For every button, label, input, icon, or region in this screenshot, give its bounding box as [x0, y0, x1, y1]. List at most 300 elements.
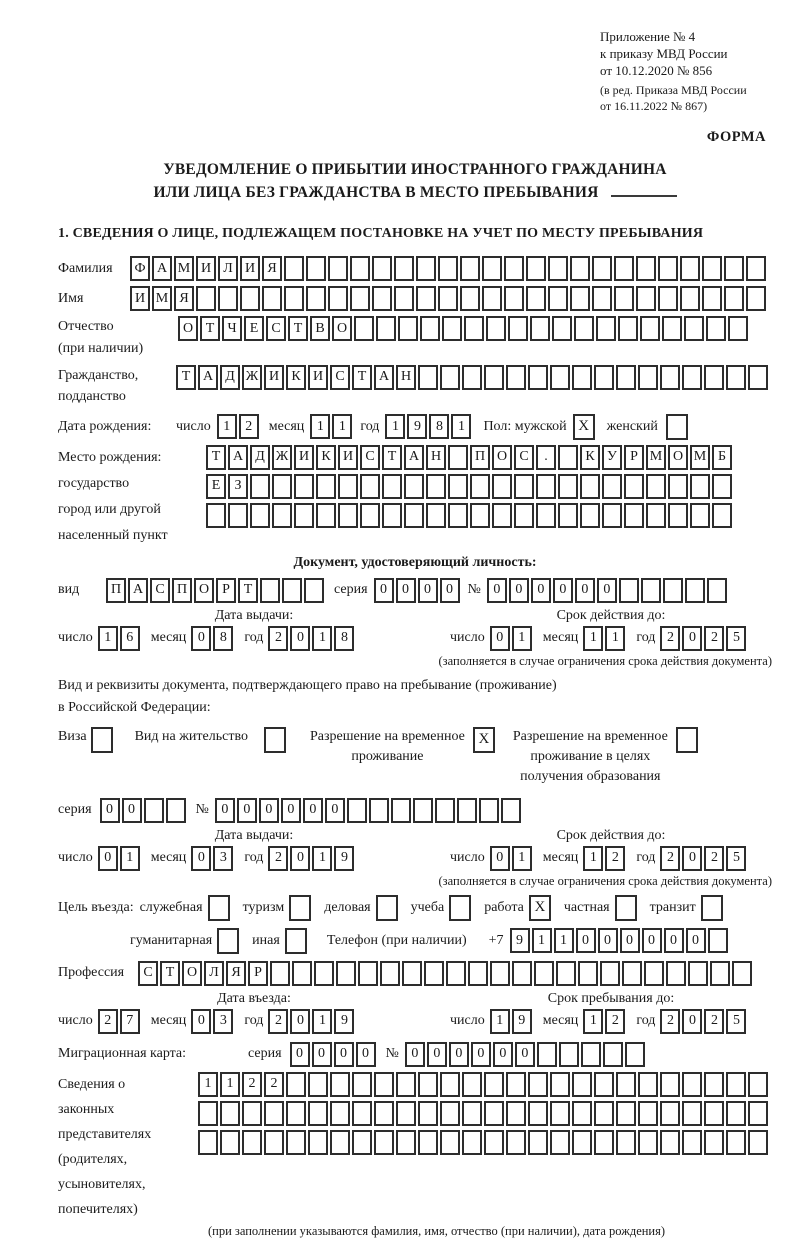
char-box[interactable] [426, 474, 446, 499]
char-box[interactable]: Р [248, 961, 268, 986]
char-box[interactable]: О [668, 445, 688, 470]
char-box[interactable] [270, 961, 290, 986]
char-box[interactable] [424, 961, 444, 986]
char-box[interactable] [492, 503, 512, 528]
char-box[interactable] [602, 503, 622, 528]
char-box[interactable] [396, 1101, 416, 1126]
char-box[interactable]: 0 [664, 928, 684, 953]
char-box[interactable] [702, 286, 722, 311]
char-box[interactable] [732, 961, 752, 986]
char-box[interactable]: 0 [281, 798, 301, 823]
char-box[interactable] [668, 474, 688, 499]
char-box[interactable]: О [194, 578, 214, 603]
char-box[interactable] [506, 1130, 526, 1155]
char-box[interactable] [272, 503, 292, 528]
char-box[interactable] [457, 798, 477, 823]
char-box[interactable]: 2 [660, 846, 680, 871]
char-box[interactable]: К [580, 445, 600, 470]
char-box[interactable]: С [150, 578, 170, 603]
char-box[interactable] [285, 928, 307, 954]
char-box[interactable] [484, 1130, 504, 1155]
char-box[interactable] [394, 256, 414, 281]
char-box[interactable] [286, 1130, 306, 1155]
char-box[interactable] [660, 1101, 680, 1126]
char-box[interactable] [330, 1072, 350, 1097]
char-box[interactable]: 0 [98, 846, 118, 871]
char-box[interactable]: 0 [449, 1042, 469, 1067]
char-box[interactable] [602, 474, 622, 499]
char-box[interactable] [242, 1130, 262, 1155]
char-box[interactable] [316, 474, 336, 499]
char-box[interactable] [615, 895, 637, 921]
char-box[interactable]: 0 [374, 578, 394, 603]
char-box[interactable]: 0 [490, 626, 510, 651]
char-box[interactable] [404, 474, 424, 499]
char-box[interactable] [376, 895, 398, 921]
char-box[interactable]: Т [352, 365, 372, 390]
char-box[interactable]: О [492, 445, 512, 470]
char-box[interactable] [208, 895, 230, 921]
char-box[interactable] [712, 474, 732, 499]
char-box[interactable]: Т [382, 445, 402, 470]
char-box[interactable]: И [308, 365, 328, 390]
char-box[interactable] [636, 256, 656, 281]
char-box[interactable]: Е [244, 316, 264, 341]
char-box[interactable]: У [602, 445, 622, 470]
char-box[interactable] [592, 286, 612, 311]
char-box[interactable] [704, 365, 724, 390]
char-box[interactable]: И [264, 365, 284, 390]
char-box[interactable]: 0 [290, 846, 310, 871]
char-box[interactable] [462, 1072, 482, 1097]
char-box[interactable]: 0 [682, 1009, 702, 1034]
char-box[interactable]: 2 [660, 1009, 680, 1034]
char-box[interactable]: 0 [682, 626, 702, 651]
char-box[interactable] [636, 286, 656, 311]
char-box[interactable] [286, 1072, 306, 1097]
char-box[interactable] [460, 256, 480, 281]
char-box[interactable] [416, 286, 436, 311]
char-box[interactable]: 0 [575, 578, 595, 603]
char-box[interactable]: С [514, 445, 534, 470]
char-box[interactable] [581, 1042, 601, 1067]
char-box[interactable] [501, 798, 521, 823]
char-box[interactable]: 9 [407, 414, 427, 439]
char-box[interactable]: 1 [312, 846, 332, 871]
char-box[interactable]: 0 [237, 798, 257, 823]
char-box[interactable] [556, 961, 576, 986]
char-box[interactable] [479, 798, 499, 823]
char-box[interactable] [462, 1101, 482, 1126]
char-box[interactable] [558, 503, 578, 528]
char-box[interactable] [462, 365, 482, 390]
char-box[interactable] [396, 1072, 416, 1097]
char-box[interactable]: 0 [334, 1042, 354, 1067]
char-box[interactable]: 1 [332, 414, 352, 439]
char-box[interactable] [347, 798, 367, 823]
char-box[interactable] [352, 1130, 372, 1155]
char-box[interactable]: В [310, 316, 330, 341]
char-box[interactable]: 1 [217, 414, 237, 439]
char-box[interactable] [552, 316, 572, 341]
char-box[interactable]: Д [220, 365, 240, 390]
char-box[interactable] [536, 474, 556, 499]
char-box[interactable] [746, 256, 766, 281]
char-box[interactable] [272, 474, 292, 499]
char-box[interactable] [336, 961, 356, 986]
char-box[interactable] [682, 1101, 702, 1126]
char-box[interactable] [570, 256, 590, 281]
char-box[interactable]: 0 [122, 798, 142, 823]
char-box[interactable]: 0 [191, 846, 211, 871]
char-box[interactable]: 0 [553, 578, 573, 603]
char-box[interactable] [706, 316, 726, 341]
char-box[interactable] [382, 503, 402, 528]
char-box[interactable]: . [536, 445, 556, 470]
char-box[interactable]: X [573, 414, 595, 440]
char-box[interactable] [748, 1072, 768, 1097]
char-box[interactable]: 0 [576, 928, 596, 953]
char-box[interactable]: И [196, 256, 216, 281]
char-box[interactable] [306, 286, 326, 311]
char-box[interactable]: 0 [440, 578, 460, 603]
char-box[interactable]: Н [396, 365, 416, 390]
char-box[interactable]: 3 [213, 1009, 233, 1034]
char-box[interactable] [166, 798, 186, 823]
char-box[interactable] [374, 1130, 394, 1155]
char-box[interactable] [558, 474, 578, 499]
char-box[interactable] [464, 316, 484, 341]
char-box[interactable]: 1 [512, 846, 532, 871]
char-box[interactable] [660, 1072, 680, 1097]
char-box[interactable]: Т [200, 316, 220, 341]
char-box[interactable] [264, 727, 286, 753]
char-box[interactable]: 0 [620, 928, 640, 953]
char-box[interactable] [572, 1072, 592, 1097]
char-box[interactable] [418, 1130, 438, 1155]
char-box[interactable]: 0 [405, 1042, 425, 1067]
char-box[interactable] [710, 961, 730, 986]
char-box[interactable] [369, 798, 389, 823]
char-box[interactable] [550, 1130, 570, 1155]
char-box[interactable]: 9 [334, 1009, 354, 1034]
char-box[interactable]: М [690, 445, 710, 470]
char-box[interactable] [622, 961, 642, 986]
char-box[interactable] [228, 503, 248, 528]
char-box[interactable] [646, 474, 666, 499]
char-box[interactable] [682, 1072, 702, 1097]
char-box[interactable]: Т [238, 578, 258, 603]
char-box[interactable] [688, 961, 708, 986]
char-box[interactable] [506, 1072, 526, 1097]
char-box[interactable]: 5 [726, 626, 746, 651]
char-box[interactable] [306, 256, 326, 281]
char-box[interactable] [382, 474, 402, 499]
char-box[interactable] [91, 727, 113, 753]
char-box[interactable] [374, 1101, 394, 1126]
char-box[interactable]: П [106, 578, 126, 603]
char-box[interactable]: 0 [215, 798, 235, 823]
char-box[interactable] [548, 286, 568, 311]
char-box[interactable]: И [130, 286, 150, 311]
char-box[interactable] [284, 256, 304, 281]
char-box[interactable] [638, 365, 658, 390]
char-box[interactable]: Я [262, 256, 282, 281]
char-box[interactable]: 0 [290, 1009, 310, 1034]
char-box[interactable] [294, 503, 314, 528]
char-box[interactable] [144, 798, 164, 823]
char-box[interactable] [572, 1101, 592, 1126]
char-box[interactable] [746, 286, 766, 311]
char-box[interactable] [220, 1101, 240, 1126]
char-box[interactable] [294, 474, 314, 499]
char-box[interactable] [548, 256, 568, 281]
char-box[interactable] [594, 365, 614, 390]
char-box[interactable] [663, 578, 683, 603]
char-box[interactable] [646, 503, 666, 528]
char-box[interactable] [470, 474, 490, 499]
char-box[interactable] [690, 503, 710, 528]
char-box[interactable] [514, 474, 534, 499]
char-box[interactable]: 1 [220, 1072, 240, 1097]
char-box[interactable]: 0 [312, 1042, 332, 1067]
char-box[interactable] [350, 256, 370, 281]
char-box[interactable]: 3 [213, 846, 233, 871]
char-box[interactable] [528, 1130, 548, 1155]
char-box[interactable]: 1 [583, 1009, 603, 1034]
char-box[interactable]: И [338, 445, 358, 470]
char-box[interactable] [572, 365, 592, 390]
char-box[interactable] [449, 895, 471, 921]
char-box[interactable]: А [404, 445, 424, 470]
char-box[interactable]: 2 [239, 414, 259, 439]
char-box[interactable] [572, 1130, 592, 1155]
char-box[interactable]: 0 [487, 578, 507, 603]
char-box[interactable] [217, 928, 239, 954]
char-box[interactable] [448, 503, 468, 528]
char-box[interactable] [360, 503, 380, 528]
char-box[interactable] [304, 578, 324, 603]
char-box[interactable] [460, 286, 480, 311]
char-box[interactable]: 0 [682, 846, 702, 871]
char-box[interactable] [206, 503, 226, 528]
char-box[interactable]: 0 [325, 798, 345, 823]
char-box[interactable] [420, 316, 440, 341]
char-box[interactable] [550, 1072, 570, 1097]
char-box[interactable]: 0 [598, 928, 618, 953]
char-box[interactable]: 0 [191, 626, 211, 651]
char-box[interactable] [658, 256, 678, 281]
char-box[interactable]: Т [288, 316, 308, 341]
char-box[interactable] [616, 1072, 636, 1097]
char-box[interactable] [616, 1130, 636, 1155]
char-box[interactable]: 0 [493, 1042, 513, 1067]
char-box[interactable] [354, 316, 374, 341]
char-box[interactable] [514, 503, 534, 528]
char-box[interactable]: Д [250, 445, 270, 470]
char-box[interactable]: 2 [98, 1009, 118, 1034]
char-box[interactable] [624, 503, 644, 528]
char-box[interactable] [726, 365, 746, 390]
char-box[interactable] [218, 286, 238, 311]
char-box[interactable]: 1 [512, 626, 532, 651]
char-box[interactable]: 0 [642, 928, 662, 953]
char-box[interactable] [328, 256, 348, 281]
char-box[interactable] [662, 316, 682, 341]
char-box[interactable] [712, 503, 732, 528]
char-box[interactable]: 0 [303, 798, 323, 823]
char-box[interactable] [578, 961, 598, 986]
char-box[interactable] [534, 961, 554, 986]
char-box[interactable]: О [182, 961, 202, 986]
char-box[interactable]: 2 [268, 1009, 288, 1034]
char-box[interactable] [446, 961, 466, 986]
char-box[interactable] [413, 798, 433, 823]
char-box[interactable] [308, 1101, 328, 1126]
char-box[interactable] [338, 503, 358, 528]
char-box[interactable] [289, 895, 311, 921]
char-box[interactable] [726, 1130, 746, 1155]
char-box[interactable] [484, 365, 504, 390]
char-box[interactable] [724, 256, 744, 281]
char-box[interactable] [490, 961, 510, 986]
char-box[interactable]: 0 [191, 1009, 211, 1034]
char-box[interactable]: 1 [385, 414, 405, 439]
char-box[interactable]: 2 [242, 1072, 262, 1097]
char-box[interactable]: С [330, 365, 350, 390]
char-box[interactable] [486, 316, 506, 341]
char-box[interactable] [250, 503, 270, 528]
char-box[interactable]: И [294, 445, 314, 470]
char-box[interactable] [482, 286, 502, 311]
char-box[interactable]: 5 [726, 846, 746, 871]
char-box[interactable] [284, 286, 304, 311]
char-box[interactable] [470, 503, 490, 528]
char-box[interactable] [468, 961, 488, 986]
char-box[interactable]: А [198, 365, 218, 390]
char-box[interactable]: 2 [660, 626, 680, 651]
char-box[interactable]: Н [426, 445, 446, 470]
char-box[interactable] [660, 1130, 680, 1155]
char-box[interactable]: Ч [222, 316, 242, 341]
char-box[interactable]: Л [218, 256, 238, 281]
char-box[interactable] [685, 578, 705, 603]
char-box[interactable]: 1 [583, 626, 603, 651]
char-box[interactable]: 5 [726, 1009, 746, 1034]
char-box[interactable] [260, 578, 280, 603]
char-box[interactable]: 9 [334, 846, 354, 871]
char-box[interactable]: 1 [312, 1009, 332, 1034]
char-box[interactable]: М [646, 445, 666, 470]
char-box[interactable]: 0 [427, 1042, 447, 1067]
char-box[interactable]: 0 [356, 1042, 376, 1067]
char-box[interactable]: А [374, 365, 394, 390]
char-box[interactable] [614, 286, 634, 311]
char-box[interactable]: 0 [290, 1042, 310, 1067]
char-box[interactable] [707, 578, 727, 603]
char-box[interactable]: 0 [490, 846, 510, 871]
char-box[interactable] [438, 286, 458, 311]
char-box[interactable] [594, 1101, 614, 1126]
char-box[interactable] [702, 256, 722, 281]
char-box[interactable]: Р [624, 445, 644, 470]
char-box[interactable] [440, 1130, 460, 1155]
char-box[interactable]: 7 [120, 1009, 140, 1034]
char-box[interactable] [640, 316, 660, 341]
char-box[interactable]: 0 [686, 928, 706, 953]
char-box[interactable] [448, 445, 468, 470]
char-box[interactable]: 2 [268, 626, 288, 651]
char-box[interactable] [360, 474, 380, 499]
char-box[interactable] [314, 961, 334, 986]
char-box[interactable] [196, 286, 216, 311]
char-box[interactable]: 9 [512, 1009, 532, 1034]
char-box[interactable] [398, 316, 418, 341]
char-box[interactable] [418, 365, 438, 390]
char-box[interactable] [618, 316, 638, 341]
char-box[interactable]: 1 [98, 626, 118, 651]
char-box[interactable] [580, 503, 600, 528]
char-box[interactable] [701, 895, 723, 921]
char-box[interactable] [416, 256, 436, 281]
char-box[interactable] [394, 286, 414, 311]
char-box[interactable]: 2 [704, 626, 724, 651]
char-box[interactable] [682, 1130, 702, 1155]
char-box[interactable] [690, 474, 710, 499]
char-box[interactable] [338, 474, 358, 499]
char-box[interactable] [594, 1072, 614, 1097]
char-box[interactable] [559, 1042, 579, 1067]
char-box[interactable] [440, 1101, 460, 1126]
char-box[interactable] [292, 961, 312, 986]
char-box[interactable] [350, 286, 370, 311]
char-box[interactable]: Я [226, 961, 246, 986]
char-box[interactable]: П [172, 578, 192, 603]
char-box[interactable] [616, 1101, 636, 1126]
char-box[interactable]: Б [712, 445, 732, 470]
char-box[interactable]: X [529, 895, 551, 921]
char-box[interactable] [580, 474, 600, 499]
char-box[interactable] [704, 1072, 724, 1097]
char-box[interactable] [676, 727, 698, 753]
char-box[interactable] [603, 1042, 623, 1067]
char-box[interactable] [600, 961, 620, 986]
char-box[interactable] [328, 286, 348, 311]
char-box[interactable] [574, 316, 594, 341]
char-box[interactable] [404, 503, 424, 528]
char-box[interactable] [372, 286, 392, 311]
char-box[interactable] [330, 1101, 350, 1126]
char-box[interactable]: 0 [531, 578, 551, 603]
char-box[interactable] [262, 286, 282, 311]
char-box[interactable] [308, 1072, 328, 1097]
char-box[interactable] [508, 316, 528, 341]
char-box[interactable] [380, 961, 400, 986]
char-box[interactable] [680, 256, 700, 281]
char-box[interactable] [242, 1101, 262, 1126]
char-box[interactable] [484, 1072, 504, 1097]
char-box[interactable] [658, 286, 678, 311]
char-box[interactable] [638, 1072, 658, 1097]
char-box[interactable] [492, 474, 512, 499]
char-box[interactable] [726, 1101, 746, 1126]
char-box[interactable] [198, 1130, 218, 1155]
char-box[interactable] [728, 316, 748, 341]
char-box[interactable]: 0 [418, 578, 438, 603]
char-box[interactable] [316, 503, 336, 528]
char-box[interactable] [537, 1042, 557, 1067]
char-box[interactable] [376, 316, 396, 341]
